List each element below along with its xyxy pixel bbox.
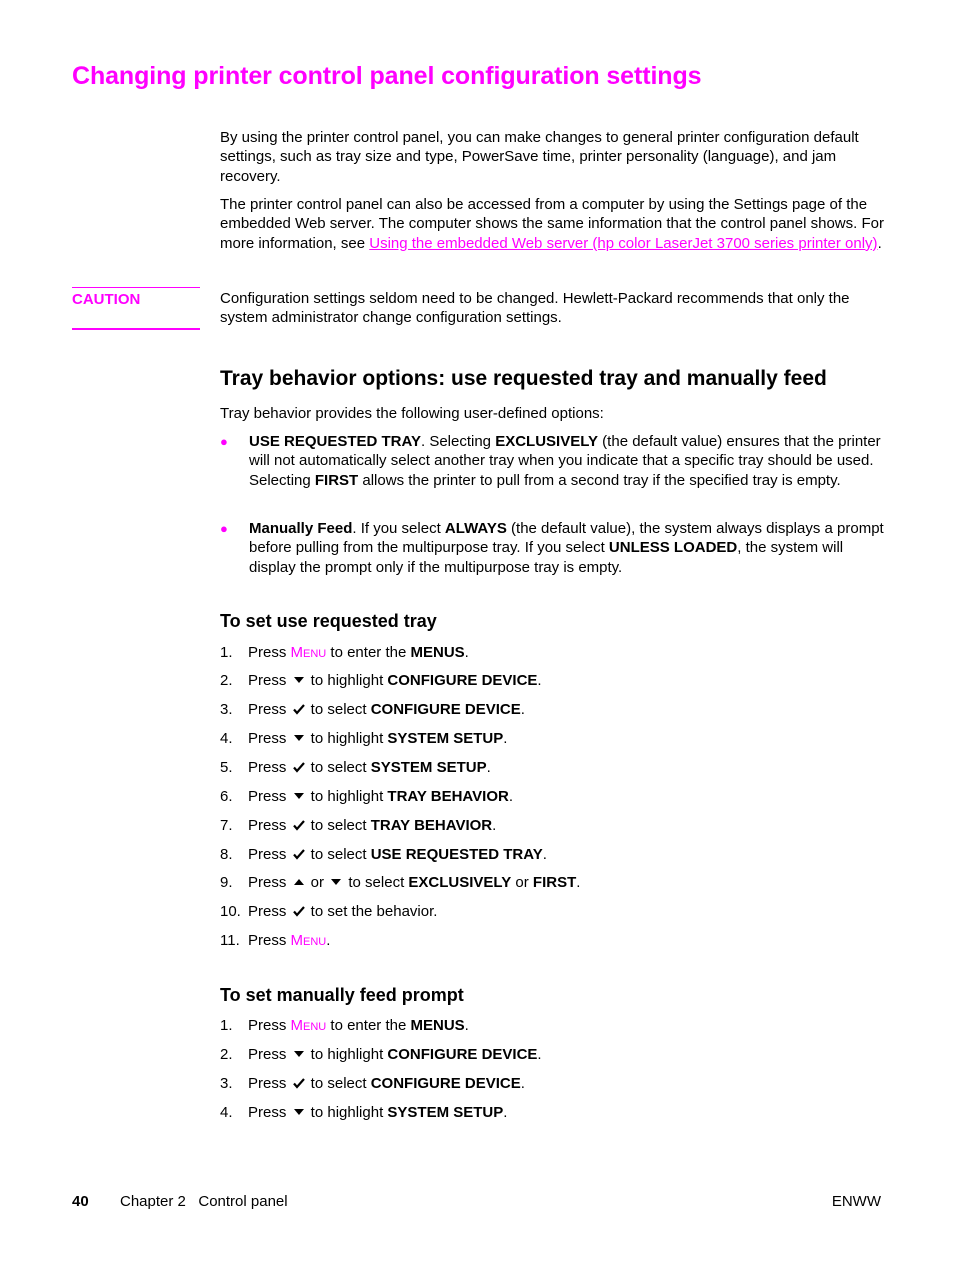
embedded-web-server-link[interactable]: Using the embedded Web server (hp color LaserJet 3700 series printer only) — [369, 234, 878, 252]
step-number: 5. — [220, 759, 233, 776]
procedure-step — [220, 1016, 469, 1037]
step-number: 3. — [220, 701, 233, 718]
step-number: 9. — [220, 874, 233, 891]
procedure-step — [220, 816, 496, 835]
procedure-step — [220, 1074, 525, 1093]
section-heading: Tray behavior options: use requested tray and manually feed — [220, 367, 827, 390]
step-text: to highlight — [306, 672, 388, 689]
menu-key-first: M — [290, 644, 304, 661]
step-text: Press — [248, 817, 291, 834]
step-text: . — [542, 846, 547, 863]
step-text: Press — [248, 932, 291, 949]
menu-key-rest: ENU — [303, 1021, 327, 1033]
down-arrow-icon — [291, 1046, 307, 1063]
up-arrow-icon — [291, 874, 307, 891]
procedure-step — [220, 873, 580, 892]
intro-paragraph-2-end: . — [877, 234, 882, 252]
checkmark-icon — [291, 1075, 307, 1092]
procedure-step — [220, 787, 513, 806]
step-text: . — [503, 1104, 508, 1121]
step-bold: SYSTEM SETUP — [387, 730, 504, 747]
bullet-manually-feed — [249, 519, 885, 577]
checkmark-icon — [291, 903, 307, 920]
procedure-step — [220, 1045, 542, 1064]
procedure-step — [220, 931, 330, 952]
procedure-step — [220, 729, 507, 748]
step-bold: CONFIGURE DEVICE — [387, 672, 538, 689]
step-bold: MENUS — [410, 1017, 465, 1034]
menu-key-label — [291, 932, 327, 949]
step-text: to enter the — [326, 644, 411, 661]
step-text: Press — [248, 701, 291, 718]
caution-text: Configuration settings seldom need to be changed. Hewlett-Packard recommends that only the system administrator change configuration settings. — [220, 290, 850, 327]
step-number: 6. — [220, 788, 233, 805]
step-text: . — [464, 644, 469, 661]
step-text: to select — [306, 817, 371, 834]
step-number: 4. — [220, 730, 233, 747]
bullet-text: allows the printer to pull from a second tray if the specified tray is empty. — [358, 471, 841, 489]
down-arrow-icon — [328, 874, 344, 891]
step-number: 8. — [220, 846, 233, 863]
step-number: 2. — [220, 1046, 233, 1063]
step-bold: EXCLUSIVELY — [408, 874, 512, 891]
procedure-step — [220, 643, 469, 664]
step-number: 1. — [220, 1017, 233, 1034]
down-arrow-icon — [291, 1104, 307, 1121]
step-text: or — [306, 874, 329, 891]
step-number: 10. — [220, 903, 241, 920]
procedure-step — [220, 671, 542, 690]
step-text: . — [520, 1075, 525, 1092]
step-text: Press — [248, 788, 291, 805]
bullet-text: , the system will display the prompt only if the multipurpose tray is empty. — [249, 539, 844, 576]
bullet-bold: UNLESS LOADED — [608, 539, 738, 557]
procedure-step — [220, 845, 547, 864]
checkmark-icon — [291, 817, 307, 834]
bullet-bold: EXCLUSIVELY — [495, 433, 599, 450]
step-number: 4. — [220, 1104, 233, 1121]
step-number: 7. — [220, 817, 233, 834]
step-text: to select — [306, 846, 371, 863]
step-text: to select — [306, 701, 371, 718]
bullet-use-requested-tray — [249, 432, 885, 490]
step-bold: CONFIGURE DEVICE — [370, 701, 521, 718]
step-bold: TRAY BEHAVIOR — [387, 788, 509, 805]
step-bold: CONFIGURE DEVICE — [387, 1046, 538, 1063]
step-bold: SYSTEM SETUP — [387, 1104, 504, 1121]
step-text: . — [503, 730, 508, 747]
step-text: to highlight — [306, 1046, 388, 1063]
down-arrow-icon — [291, 672, 307, 689]
down-arrow-icon — [291, 730, 307, 747]
step-text: . — [576, 874, 581, 891]
step-text: Press — [248, 874, 291, 891]
procedure-step — [220, 902, 437, 921]
section-lead: Tray behavior provides the following user-defined options: — [220, 405, 604, 422]
bullet-bold: FIRST — [314, 471, 359, 489]
footer-right: ENWW — [831, 1193, 881, 1210]
page-number: 40 — [72, 1193, 89, 1210]
checkmark-icon — [291, 759, 307, 776]
intro-paragraph-2 — [220, 195, 885, 253]
step-bold: SYSTEM SETUP — [370, 759, 487, 776]
procedure-heading-manually-feed: To set manually feed prompt — [220, 985, 464, 1005]
bullet-marker: ● — [220, 521, 228, 536]
procedure-step — [220, 758, 491, 777]
intro-paragraph-2-text: The printer control panel can also be accessed from a computer by using the Settings page of the embedded Web server. The computer shows the same information that the control panel shows. For more information, see — [220, 196, 884, 252]
bullet-marker: ● — [220, 434, 228, 449]
step-text: Press — [248, 644, 291, 661]
step-number: 2. — [220, 672, 233, 689]
step-text: to highlight — [306, 730, 388, 747]
bullet-text: (the default value) ensures that the printer will not automatically select another tray when you indicate that a specific tray should be used. Selecting — [249, 433, 881, 489]
step-bold: CONFIGURE DEVICE — [370, 1075, 521, 1092]
caution-rule-bottom — [72, 328, 200, 330]
bullet-bold: Manually Feed — [249, 520, 353, 537]
step-bold: TRAY BEHAVIOR — [370, 817, 493, 834]
step-text: to enter the — [326, 1017, 411, 1034]
step-text: to set the behavior. — [306, 903, 438, 920]
step-text: to highlight — [306, 1104, 388, 1121]
step-text: . — [520, 701, 525, 718]
step-text: . — [326, 932, 331, 949]
procedure-heading-use-requested-tray: To set use requested tray — [220, 611, 437, 631]
page-title: Changing printer control panel configuration settings — [72, 62, 702, 90]
step-text: . — [537, 1046, 542, 1063]
step-text: Press — [248, 1017, 291, 1034]
step-text: Press — [248, 1046, 291, 1063]
step-bold: FIRST — [532, 874, 577, 891]
bullet-text: (the default value), the system always displays a prompt before pulling from the multipurpose tray. If you select — [249, 520, 884, 557]
menu-key-rest: ENU — [303, 936, 327, 948]
step-text: . — [508, 788, 513, 805]
step-text: to highlight — [306, 788, 388, 805]
menu-key-first: M — [290, 1017, 304, 1034]
step-text: to select — [306, 1075, 371, 1092]
step-text: to select — [344, 874, 409, 891]
step-text: Press — [248, 1104, 291, 1121]
step-text: Press — [248, 730, 291, 747]
menu-key-first: M — [290, 932, 304, 949]
step-text: . — [492, 817, 497, 834]
bullet-bold: USE REQUESTED TRAY — [249, 433, 421, 450]
step-bold: MENUS — [410, 644, 465, 661]
caution-rule-top — [72, 287, 200, 288]
menu-key-rest: ENU — [303, 648, 327, 660]
bullet-bold: ALWAYS — [444, 520, 507, 537]
step-text: . — [486, 759, 491, 776]
step-number: 1. — [220, 644, 233, 661]
bullet-text: . Selecting — [420, 433, 496, 450]
step-text: Press — [248, 903, 291, 920]
step-text: or — [511, 874, 533, 891]
step-text: Press — [248, 846, 291, 863]
step-bold: USE REQUESTED TRAY — [370, 846, 543, 863]
step-text: Press — [248, 1075, 291, 1092]
step-text: . — [537, 672, 542, 689]
procedure-step — [220, 1103, 507, 1122]
menu-key-label — [291, 644, 327, 661]
down-arrow-icon — [291, 788, 307, 805]
intro-paragraph-1: By using the printer control panel, you can make changes to general printer configuration default settings, such as tray size and type, PowerSave time, printer personality (language), and jam recovery. — [220, 129, 859, 185]
step-text: . — [464, 1017, 469, 1034]
step-number: 11. — [220, 932, 240, 949]
step-text: Press — [248, 759, 291, 776]
caution-label: CAUTION — [72, 291, 141, 308]
step-text: to select — [306, 759, 371, 776]
checkmark-icon — [291, 846, 307, 863]
chapter-title: Chapter 2 Control panel — [120, 1193, 288, 1210]
checkmark-icon — [291, 701, 307, 718]
step-number: 3. — [220, 1075, 233, 1092]
bullet-text: . If you select — [352, 520, 445, 537]
procedure-step — [220, 700, 525, 719]
step-text: Press — [248, 672, 291, 689]
menu-key-label — [291, 1017, 327, 1034]
